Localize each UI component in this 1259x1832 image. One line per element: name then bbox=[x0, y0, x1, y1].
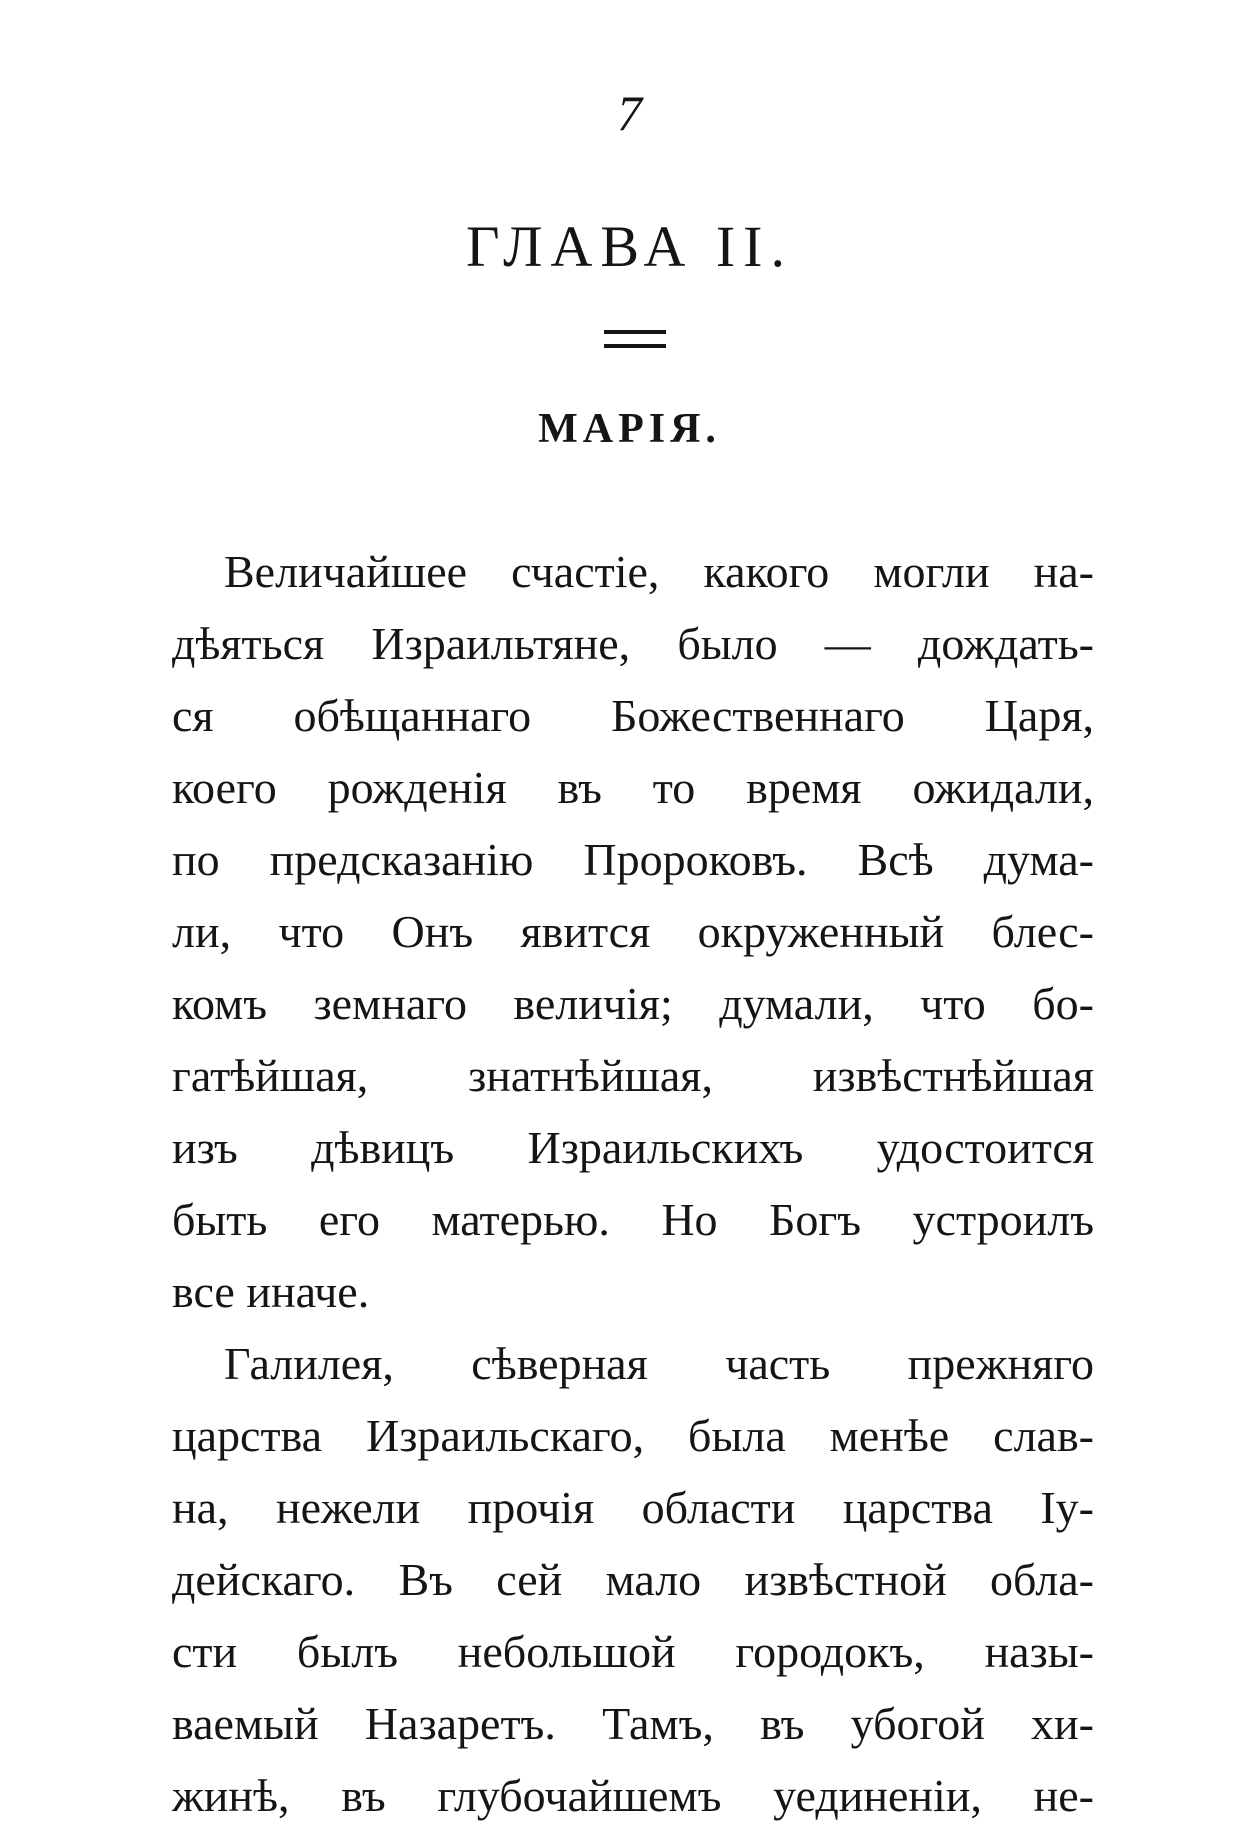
text-line: все иначе. bbox=[172, 1266, 370, 1317]
text-line: ваемый Назаретъ. Тамъ, въ убогой хи- bbox=[172, 1698, 1094, 1749]
text-line: коего рожденія въ то время ожидали, bbox=[172, 762, 1094, 813]
text-line: царства Израильскаго, была менѣе слав- bbox=[172, 1410, 1094, 1461]
text-line: ся обѣщаннаго Божественнаго Царя, bbox=[172, 690, 1094, 741]
text-line: дейскаго. Въ сей мало извѣстной обла- bbox=[172, 1554, 1094, 1605]
page-number: 7 bbox=[617, 85, 642, 141]
text-line: дѣяться Израильтяне, было — дождать- bbox=[172, 618, 1094, 669]
body-text bbox=[172, 536, 1094, 1832]
text-line: жинѣ, въ глубочайшемъ уединеніи, не- bbox=[172, 1770, 1094, 1821]
text-line: Величайшее счастіе, какого могли на- bbox=[224, 546, 1094, 597]
text-line: сти былъ небольшой городокъ, назы- bbox=[172, 1626, 1094, 1677]
text-line: изъ дѣвицъ Израильскихъ удостоится bbox=[172, 1122, 1094, 1173]
text-line: ли, что Онъ явится окруженный блес- bbox=[172, 906, 1094, 957]
text-line: быть его матерью. Но Богъ устроилъ bbox=[172, 1194, 1094, 1245]
divider-bar-top bbox=[604, 330, 666, 334]
text-line: по предсказанію Пророковъ. Всѣ дума- bbox=[172, 834, 1094, 885]
text-line: на, нежели прочія области царства Іу- bbox=[172, 1482, 1094, 1533]
chapter-title: ГЛАВА II. bbox=[466, 214, 793, 279]
double-rule-divider bbox=[604, 330, 666, 348]
text-line: гатѣйшая, знатнѣйшая, извѣстнѣйшая bbox=[172, 1050, 1094, 1101]
section-title: МАРІЯ. bbox=[538, 406, 721, 452]
text-line: комъ земнаго величія; думали, что бо- bbox=[172, 978, 1094, 1029]
divider-bar-bottom bbox=[604, 344, 666, 348]
text-line: Галилея, сѣверная часть прежняго bbox=[224, 1338, 1094, 1389]
